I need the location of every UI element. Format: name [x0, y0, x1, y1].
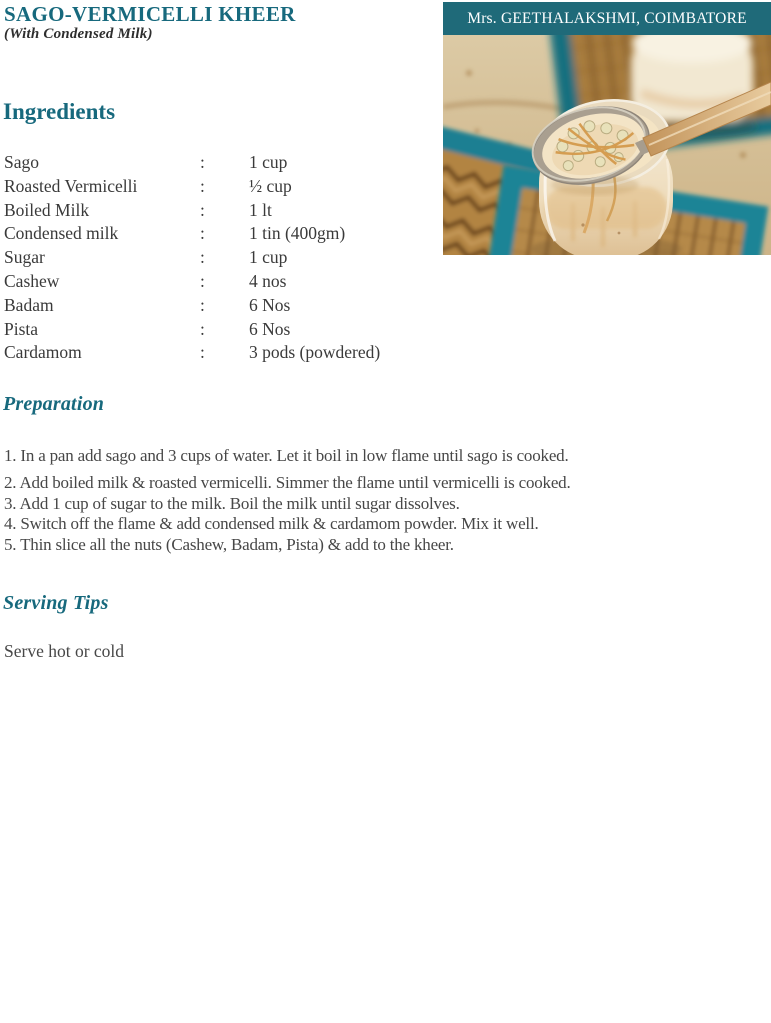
ingredient-row: [4, 199, 444, 223]
ingredients-heading: Ingredients: [3, 99, 116, 124]
ingredients-list: [4, 151, 444, 365]
preparation-step: 3. Add 1 cup of sugar to the milk. Boil the milk until sugar dissolves.: [4, 493, 460, 513]
ingredient-row: [4, 270, 444, 294]
ingredient-row: [4, 151, 444, 175]
serving-note: Serve hot or cold: [4, 641, 125, 661]
ingredient-colon: :: [200, 152, 205, 172]
ingredient-colon: :: [200, 247, 205, 268]
ingredient-colon: :: [200, 223, 205, 244]
ingredient-name: Cashew: [4, 270, 60, 291]
ingredient-row: [4, 175, 444, 199]
ingredient-qty: 6 Nos: [249, 294, 291, 315]
ingredient-name: Boiled Milk: [4, 199, 90, 220]
ingredient-name: Badam: [4, 294, 54, 315]
ingredient-row: [4, 341, 444, 365]
ingredient-colon: :: [200, 342, 205, 363]
preparation-step: 4. Switch off the flame & add condensed milk & cardamom powder. Mix it well.: [4, 514, 539, 534]
ingredient-qty: 4 nos: [249, 270, 287, 291]
ingredient-qty: 1 cup: [249, 152, 288, 172]
ingredient-qty: 1 tin (400gm): [249, 223, 346, 244]
page-title: SAGO-VERMICELLI KHEER: [4, 2, 296, 26]
ingredient-name: Roasted Vermicelli: [4, 175, 138, 196]
ingredient-colon: :: [200, 294, 205, 315]
kheer-photo-illustration: [443, 35, 771, 255]
ingredient-row: [4, 318, 444, 342]
ingredient-name: Sago: [4, 152, 39, 172]
preparation-step: 5. Thin slice all the nuts (Cashew, Badam, Pista) & add to the kheer.: [4, 535, 454, 555]
contributor-banner: [443, 2, 771, 35]
preparation-step: 1. In a pan add sago and 3 cups of water. Let it boil in low flame until sago is cooked.: [4, 446, 569, 465]
preparation-steps: [4, 446, 768, 556]
ingredient-qty: 1 lt: [249, 199, 272, 220]
recipe-photo: [443, 35, 771, 255]
ingredient-qty: 6 Nos: [249, 318, 291, 339]
ingredient-row: [4, 222, 444, 246]
ingredient-colon: :: [200, 199, 205, 220]
ingredient-colon: :: [200, 318, 205, 339]
ingredient-name: Pista: [4, 318, 39, 339]
ingredient-colon: :: [200, 175, 205, 196]
preparation-heading: Preparation: [3, 393, 105, 415]
preparation-step: 2. Add boiled milk & roasted vermicelli. Simmer the flame until vermicelli is cooked.: [4, 472, 571, 492]
ingredient-qty: 1 cup: [249, 247, 288, 268]
ingredient-name: Condensed milk: [4, 223, 119, 244]
page-subtitle: (With Condensed Milk): [4, 26, 153, 42]
ingredient-row: [4, 294, 444, 318]
ingredient-name: Sugar: [4, 247, 45, 268]
ingredient-qty: 3 pods (powdered): [249, 342, 381, 363]
ingredient-qty: ½ cup: [249, 175, 292, 196]
ingredient-name: Cardamom: [4, 342, 82, 363]
ingredient-colon: :: [200, 270, 205, 291]
ingredient-row: [4, 246, 444, 270]
serving-tips-heading: Serving Tips: [3, 592, 109, 614]
contributor-name: Mrs. GEETHALAKSHMI, COIMBATORE: [467, 9, 747, 27]
